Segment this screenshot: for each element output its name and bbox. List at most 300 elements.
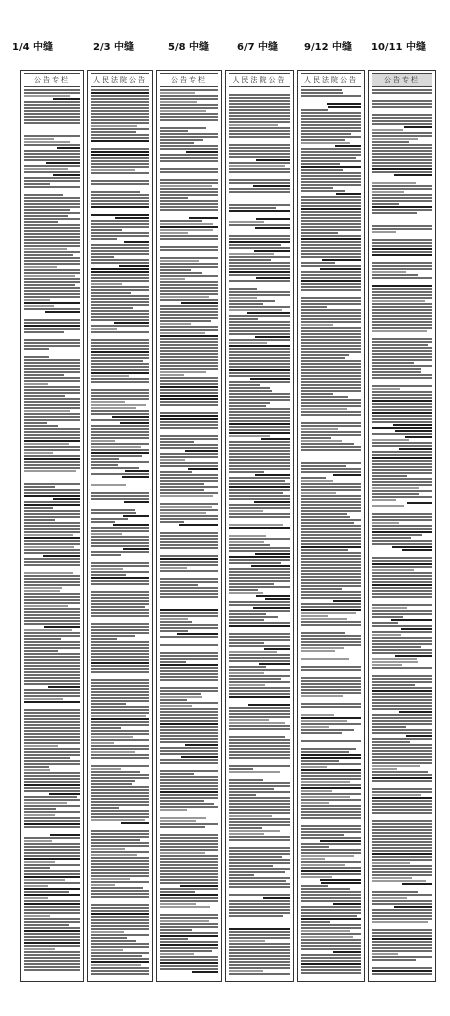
text-line	[372, 519, 432, 521]
text-line	[229, 333, 290, 335]
text-line	[301, 723, 361, 725]
text-line	[301, 115, 361, 117]
text-line	[24, 251, 80, 253]
text-line	[229, 133, 290, 135]
text-line	[372, 188, 432, 190]
paragraph-gap	[91, 585, 149, 590]
text-line	[372, 587, 432, 589]
text-line	[372, 726, 406, 728]
text-line	[229, 348, 290, 350]
text-line	[301, 148, 361, 150]
paragraph-gap	[91, 898, 149, 903]
text-line	[91, 798, 149, 800]
text-line	[24, 119, 80, 121]
text-line	[301, 927, 361, 929]
text-line	[372, 385, 432, 387]
paragraph-gap	[372, 669, 432, 674]
text-line	[24, 617, 80, 619]
text-line	[189, 217, 218, 219]
text-line	[91, 392, 149, 394]
paragraph-gap	[160, 497, 218, 502]
text-line	[372, 185, 432, 187]
text-line	[301, 235, 361, 237]
text-line	[24, 419, 80, 421]
text-line	[301, 354, 349, 356]
text-line	[160, 558, 218, 560]
text-line	[160, 142, 194, 144]
text-line	[229, 862, 290, 864]
text-line	[372, 850, 432, 852]
paragraph-gap	[160, 406, 218, 411]
text-line	[301, 834, 344, 836]
text-line	[301, 831, 361, 833]
text-line	[24, 662, 80, 664]
text-line	[372, 622, 398, 624]
text-line	[301, 357, 345, 359]
text-line	[301, 504, 361, 506]
text-line	[91, 180, 149, 182]
text-line	[372, 762, 432, 764]
text-line	[91, 431, 149, 433]
text-line	[229, 435, 270, 437]
text-line	[160, 759, 218, 761]
text-line	[91, 783, 132, 785]
text-line	[24, 659, 80, 661]
text-line	[160, 544, 218, 546]
text-line	[24, 440, 80, 442]
text-line	[91, 712, 149, 714]
text-line	[372, 853, 432, 855]
text-line	[160, 897, 218, 899]
text-line	[372, 540, 432, 542]
text-line	[123, 515, 149, 517]
text-line	[229, 384, 260, 386]
text-line	[372, 900, 432, 902]
text-line	[160, 506, 212, 508]
paragraph-gap	[301, 291, 361, 296]
text-line	[301, 330, 361, 332]
text-line	[180, 885, 218, 887]
text-line	[160, 794, 218, 796]
text-line	[160, 779, 218, 781]
text-line	[372, 953, 398, 955]
paragraph-gap	[372, 94, 432, 99]
text-line	[91, 866, 149, 868]
notice-column-3	[156, 70, 222, 982]
text-line	[24, 715, 80, 717]
text-line	[301, 109, 328, 111]
text-line	[160, 341, 218, 343]
text-line	[229, 156, 290, 158]
text-line	[301, 425, 361, 427]
text-line	[91, 473, 149, 475]
text-line	[229, 221, 264, 223]
text-line	[301, 336, 361, 338]
text-line	[229, 847, 290, 849]
text-line	[372, 268, 432, 270]
text-line	[301, 763, 361, 765]
text-line	[301, 519, 361, 521]
text-line	[24, 107, 80, 109]
text-line	[372, 306, 432, 308]
text-line	[229, 453, 290, 455]
text-line	[301, 811, 361, 813]
text-line	[372, 403, 432, 405]
text-line	[301, 390, 361, 392]
text-line	[24, 608, 80, 610]
text-line	[91, 682, 149, 684]
text-line	[301, 477, 326, 479]
column-header-4: 6/7 中缝	[237, 42, 279, 53]
text-line	[229, 179, 290, 181]
text-line	[160, 320, 211, 322]
text-line	[160, 917, 218, 919]
text-line	[160, 263, 218, 265]
text-line	[229, 130, 290, 132]
text-line	[391, 619, 432, 621]
text-line	[372, 472, 432, 474]
text-line	[372, 791, 432, 793]
text-line	[91, 191, 140, 193]
text-line	[301, 573, 361, 575]
text-line	[160, 968, 218, 970]
text-line	[372, 100, 432, 102]
text-line	[301, 211, 361, 213]
text-line	[229, 666, 266, 668]
text-line	[372, 315, 432, 317]
text-line	[229, 580, 290, 582]
text-line	[372, 678, 432, 680]
paragraph-gap	[301, 97, 361, 102]
text-line	[24, 269, 80, 271]
text-line	[399, 448, 432, 450]
text-line	[160, 203, 218, 205]
text-line	[372, 765, 420, 767]
text-line	[24, 656, 80, 658]
text-line	[160, 453, 218, 455]
text-line	[24, 668, 80, 670]
text-line	[229, 489, 290, 491]
text-line	[91, 694, 149, 696]
text-line	[229, 541, 264, 543]
text-line	[333, 903, 361, 905]
text-line	[229, 393, 290, 395]
text-line	[91, 166, 149, 168]
text-line	[372, 324, 432, 326]
text-line	[91, 407, 136, 409]
text-line	[160, 932, 218, 934]
text-line	[160, 503, 218, 505]
text-line	[91, 949, 123, 951]
text-line	[91, 931, 124, 933]
text-line	[160, 788, 218, 790]
text-line	[91, 789, 149, 791]
text-line	[301, 208, 361, 210]
text-line	[160, 462, 218, 464]
text-line	[301, 825, 361, 827]
text-line	[301, 918, 361, 920]
text-line	[160, 421, 218, 423]
column-headers	[0, 38, 450, 58]
text-line	[160, 867, 218, 869]
text-line	[229, 150, 290, 152]
text-line	[404, 126, 432, 128]
text-line	[160, 188, 218, 190]
text-line	[372, 135, 432, 137]
text-line	[301, 852, 361, 854]
text-line	[229, 836, 290, 838]
text-line	[229, 507, 290, 509]
column-header-5: 9/12 中缝	[304, 42, 353, 53]
text-line	[229, 408, 290, 410]
text-line	[301, 339, 361, 341]
text-line	[24, 575, 80, 577]
text-line	[372, 365, 432, 367]
text-line	[91, 878, 130, 880]
text-line	[160, 858, 218, 860]
text-line	[24, 101, 80, 103]
text-line	[229, 241, 290, 243]
text-line	[160, 773, 194, 775]
text-line	[91, 437, 149, 439]
text-line	[24, 900, 80, 902]
text-line	[372, 661, 418, 663]
text-line	[372, 168, 432, 170]
text-line	[91, 904, 149, 906]
text-line	[301, 561, 361, 563]
text-line	[301, 280, 361, 282]
text-line	[301, 954, 361, 956]
text-line	[372, 285, 432, 287]
text-line	[301, 142, 350, 144]
text-line	[24, 775, 80, 777]
text-line	[229, 850, 290, 852]
text-line	[301, 588, 342, 590]
text-line	[113, 524, 149, 526]
paragraph-gap	[229, 759, 290, 764]
text-line	[24, 760, 80, 762]
text-line	[91, 354, 149, 356]
text-line	[372, 823, 432, 825]
text-line	[160, 257, 218, 259]
text-line	[24, 739, 80, 741]
text-line	[160, 567, 187, 569]
text-line	[24, 483, 80, 485]
text-line	[91, 536, 149, 538]
text-line	[160, 246, 218, 248]
text-line	[24, 392, 80, 394]
text-line	[24, 572, 73, 574]
text-line	[160, 561, 218, 563]
text-line	[301, 238, 361, 240]
text-line	[372, 794, 421, 796]
text-line	[301, 366, 361, 368]
text-line	[229, 188, 290, 190]
text-line	[372, 717, 432, 719]
paragraph-gap	[301, 671, 361, 676]
text-line	[301, 537, 361, 539]
text-line	[301, 492, 336, 494]
text-line	[160, 729, 218, 731]
text-line	[91, 721, 149, 723]
text-line	[160, 104, 218, 106]
text-line	[372, 528, 432, 530]
text-line	[301, 220, 361, 222]
text-line	[160, 652, 218, 654]
text-line	[229, 693, 290, 695]
text-line	[160, 179, 218, 181]
text-line	[160, 664, 218, 666]
text-line	[24, 724, 80, 726]
text-line	[372, 400, 432, 402]
text-line	[372, 616, 403, 618]
text-line	[372, 141, 409, 143]
text-line	[372, 702, 432, 704]
text-line	[91, 857, 149, 859]
text-line	[24, 766, 49, 768]
text-line	[91, 116, 149, 118]
text-line	[372, 631, 432, 633]
text-line	[24, 578, 80, 580]
text-line	[160, 110, 206, 112]
text-line	[24, 540, 80, 542]
text-line	[229, 562, 281, 564]
text-line	[91, 742, 114, 744]
text-line	[160, 708, 218, 710]
text-line	[160, 705, 192, 707]
text-line	[372, 200, 432, 202]
text-line	[301, 157, 356, 159]
text-line	[229, 949, 290, 951]
text-line	[91, 235, 149, 237]
text-line	[301, 888, 350, 890]
text-line	[301, 846, 329, 848]
text-line	[160, 359, 218, 361]
text-line	[24, 742, 80, 744]
text-line	[301, 876, 332, 878]
text-line	[91, 765, 149, 767]
text-line	[229, 636, 290, 638]
paragraph-gap	[372, 332, 432, 337]
text-line	[372, 753, 432, 755]
text-line	[91, 623, 149, 625]
text-line	[372, 406, 432, 408]
text-line	[229, 402, 270, 404]
text-line	[229, 327, 290, 329]
text-line	[91, 304, 149, 306]
text-line	[24, 581, 80, 583]
text-line	[160, 882, 218, 884]
text-line	[301, 312, 361, 314]
text-line	[91, 571, 149, 573]
text-line	[229, 390, 272, 392]
text-line	[301, 751, 349, 753]
text-line	[301, 462, 361, 464]
text-line	[91, 836, 149, 838]
text-line	[24, 110, 80, 112]
text-line	[123, 548, 149, 550]
text-line	[24, 248, 67, 250]
text-line	[160, 197, 188, 199]
text-line	[301, 522, 354, 524]
text-line	[91, 200, 149, 202]
text-line	[160, 735, 218, 737]
text-line	[160, 89, 218, 91]
text-line	[24, 362, 80, 364]
text-line	[372, 294, 432, 296]
text-line	[24, 116, 80, 118]
text-line	[24, 425, 58, 427]
text-line	[301, 202, 361, 204]
text-line	[372, 575, 432, 577]
text-line	[301, 757, 361, 759]
text-line	[229, 958, 290, 960]
text-line	[372, 909, 432, 911]
text-line	[24, 322, 80, 324]
text-line	[24, 516, 80, 518]
text-line	[301, 483, 361, 485]
text-line	[301, 422, 361, 424]
text-line	[301, 921, 330, 923]
notice-column-4	[225, 70, 294, 982]
text-line	[160, 465, 218, 467]
text-line	[301, 790, 332, 792]
text-line	[372, 750, 432, 752]
text-line	[24, 245, 80, 247]
text-line	[372, 484, 432, 486]
text-line	[160, 776, 218, 778]
text-line	[160, 441, 194, 443]
text-line	[301, 480, 333, 482]
text-line	[229, 486, 290, 488]
text-line	[24, 452, 53, 454]
paragraph-gap	[301, 660, 361, 665]
text-line	[229, 645, 290, 647]
text-line	[372, 248, 432, 250]
text-line	[301, 196, 361, 198]
text-line	[24, 492, 80, 494]
text-line	[24, 721, 80, 723]
notice-column-6	[368, 70, 436, 982]
text-line	[301, 513, 347, 515]
text-line	[372, 242, 432, 244]
text-line	[229, 604, 290, 606]
text-line	[24, 171, 80, 173]
text-line	[301, 489, 361, 491]
text-line	[160, 947, 218, 949]
text-line	[301, 163, 340, 165]
text-line	[91, 375, 129, 377]
text-line	[91, 372, 149, 374]
text-line	[160, 920, 209, 922]
text-line	[91, 95, 149, 97]
text-line	[91, 913, 149, 915]
text-line	[24, 867, 50, 869]
text-line	[254, 501, 290, 503]
text-line	[24, 141, 70, 143]
text-line	[91, 154, 149, 156]
text-line	[229, 339, 290, 341]
text-line	[372, 388, 400, 390]
text-line	[301, 431, 361, 433]
text-line	[91, 562, 149, 564]
text-line	[229, 754, 290, 756]
text-line	[229, 396, 290, 398]
text-line	[91, 810, 149, 812]
text-line	[301, 411, 361, 413]
text-line	[160, 95, 218, 97]
text-line	[24, 434, 80, 436]
